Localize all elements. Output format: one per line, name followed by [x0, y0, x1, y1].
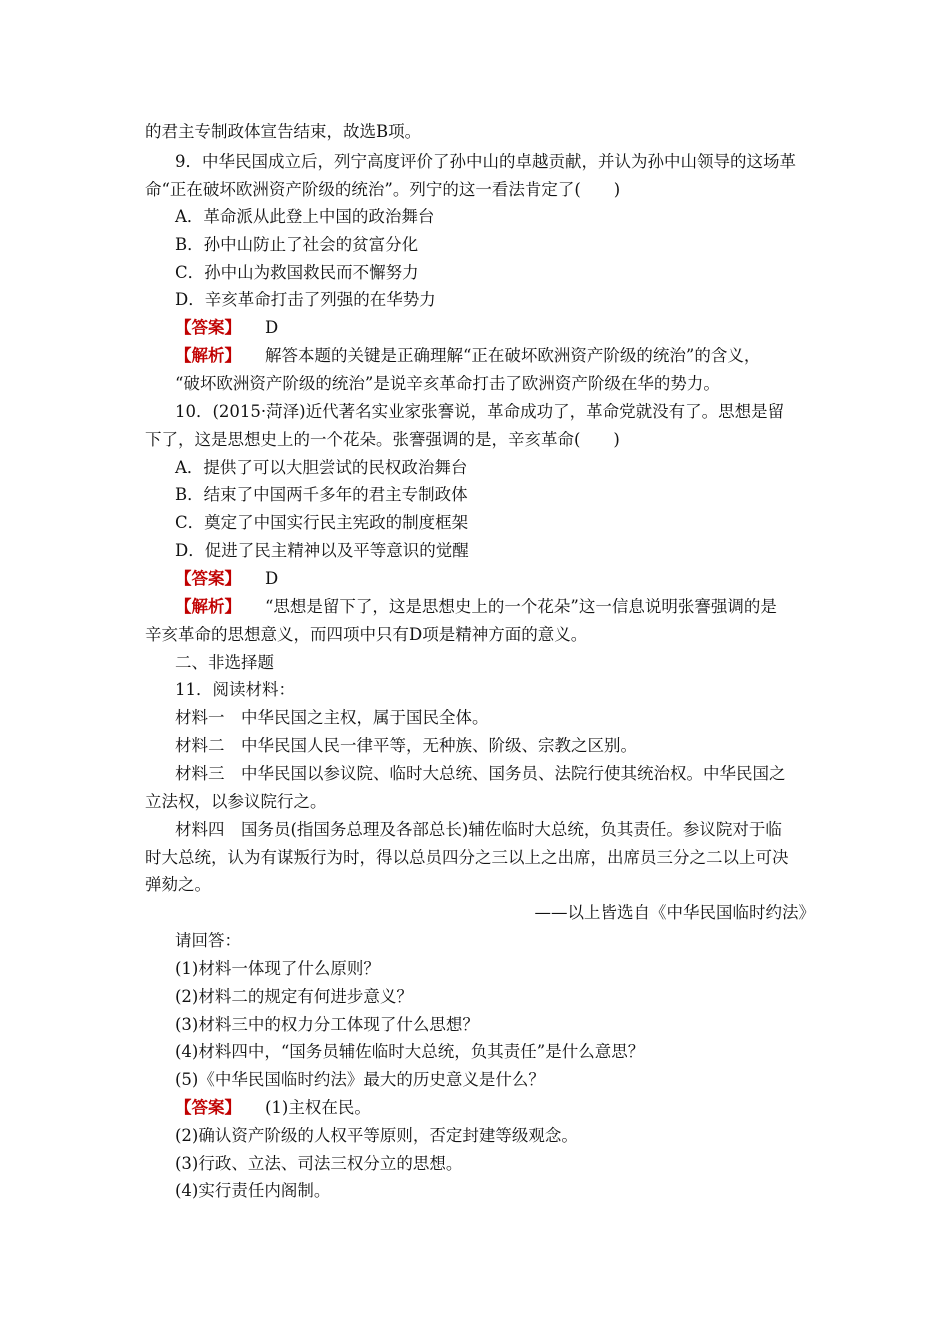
answer-value: D [265, 569, 279, 588]
question-10-option-b: B．结束了中国两千多年的君主专制政体 [175, 485, 468, 504]
material-4-cont: 弹劾之。 [145, 875, 211, 894]
material-3: 材料三 中华民国以参议院、临时大总统、国务员、法院行使其统治权。中华民国之 [175, 764, 786, 783]
question-10-analysis-cont: 辛亥革命的思想意义，而四项中只有D项是精神方面的意义。 [145, 625, 588, 644]
answer-tag: 【答案】 [175, 1098, 241, 1117]
question-11-stem: 11．阅读材料： [175, 680, 295, 699]
text-line: 的君主专制政体宣告结束，故选B项。 [145, 122, 422, 141]
answer-tag: 【答案】 [175, 318, 241, 337]
answer-2: (2)确认资产阶级的人权平等原则，否定封建等级观念。 [175, 1126, 578, 1145]
sub-question-5: (5)《中华民国临时约法》最大的历史意义是什么？ [175, 1070, 545, 1089]
question-10-stem: 10．(2015·菏泽)近代著名实业家张謇说，革命成功了，革命党就没有了。思想是留 [175, 402, 785, 421]
prompt-label: 请回答： [175, 931, 241, 950]
material-2: 材料二 中华民国人民一律平等，无种族、阶级、宗教之区别。 [175, 736, 637, 755]
question-9-answer [175, 318, 278, 338]
section-heading: 二、非选择题 [175, 653, 274, 672]
question-9-option-a: A．革命派从此登上中国的政治舞台 [175, 207, 435, 226]
answer-tag: 【答案】 [175, 569, 241, 588]
analysis-tag: 【解析】 [175, 597, 241, 616]
material-3-cont: 立法权，以参议院行之。 [145, 792, 327, 811]
question-10-stem-cont: 下了，这是思想史上的一个花朵。张謇强调的是，辛亥革命( ) [145, 430, 620, 449]
question-10-option-c: C．奠定了中国实行民主宪政的制度框架 [175, 513, 469, 532]
question-10-option-a: A．提供了可以大胆尝试的民权政治舞台 [175, 458, 468, 477]
material-4-cont: 时大总统，认为有谋叛行为时，得以总员四分之三以上之出席，出席员三分之二以上可决 [145, 848, 789, 867]
question-10-analysis [175, 597, 777, 617]
question-9-option-d: D．辛亥革命打击了列强的在华势力 [175, 290, 436, 309]
answer-4: (4)实行责任内阁制。 [175, 1181, 331, 1200]
answer-value: D [265, 318, 279, 337]
material-4: 材料四 国务员(指国务总理及各部总长)辅佐临时大总统，负其责任。参议院对于临 [175, 820, 782, 839]
analysis-text: “思想是留下了，这是思想史上的一个花朵”这一信息说明张謇强调的是 [265, 597, 777, 616]
analysis-tag: 【解析】 [175, 346, 241, 365]
question-10-option-d: D．促进了民主精神以及平等意识的觉醒 [175, 541, 469, 560]
question-10-answer [175, 569, 278, 589]
material-source: ——以上皆选自《中华民国临时约法》 [534, 903, 815, 922]
question-9-option-c: C．孙中山为救国救民而不懈努力 [175, 263, 419, 282]
answer-3: (3)行政、立法、司法三权分立的思想。 [175, 1154, 463, 1173]
analysis-text: 解答本题的关键是正确理解“正在破坏欧洲资产阶级的统治”的含义， [265, 346, 761, 365]
answer-text: (1)主权在民。 [265, 1098, 371, 1117]
question-9-analysis-cont: “破坏欧洲资产阶级的统治”是说辛亥革命打击了欧洲资产阶级在华的势力。 [175, 374, 720, 393]
question-11-answer [175, 1098, 371, 1118]
question-9-option-b: B．孙中山防止了社会的贫富分化 [175, 235, 419, 254]
sub-question-4: (4)材料四中，“国务员辅佐临时大总统，负其责任”是什么意思？ [175, 1042, 645, 1061]
question-9-analysis [175, 346, 760, 366]
sub-question-3: (3)材料三中的权力分工体现了什么思想？ [175, 1015, 479, 1034]
sub-question-1: (1)材料一体现了什么原则？ [175, 959, 380, 978]
question-9-stem: 9．中华民国成立后，列宁高度评价了孙中山的卓越贡献，并认为孙中山领导的这场革 [175, 152, 796, 171]
question-9-stem-cont: 命“正在破坏欧洲资产阶级的统治”。列宁的这一看法肯定了( ) [145, 180, 621, 199]
material-1: 材料一 中华民国之主权，属于国民全体。 [175, 708, 489, 727]
sub-question-2: (2)材料二的规定有何进步意义？ [175, 987, 413, 1006]
